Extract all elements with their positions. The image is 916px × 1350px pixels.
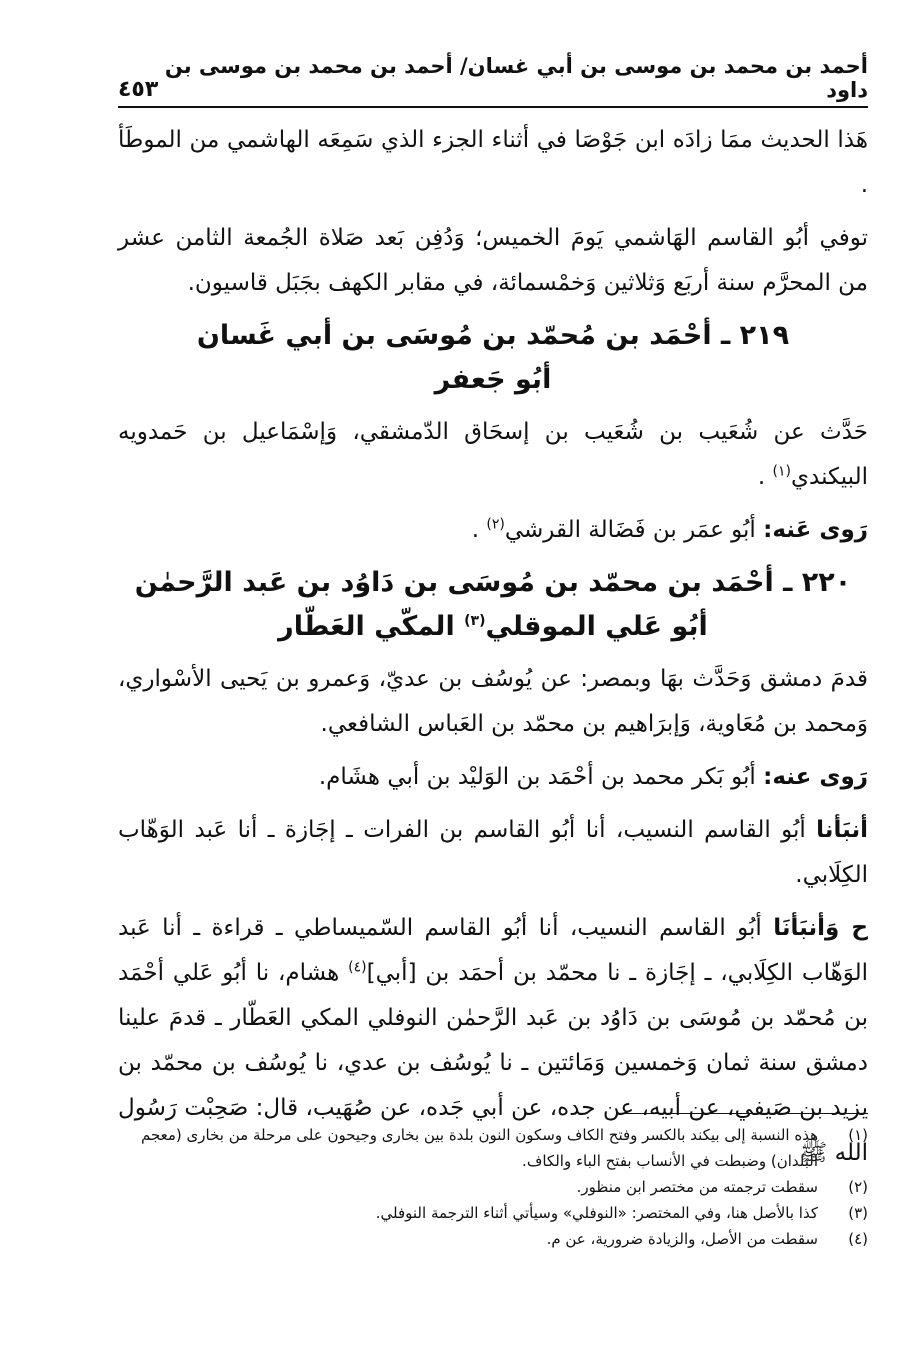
paragraph-text: قدمَ دمشق وَحَدَّث بهَا وبمصر: عن يُوسُف بن عديّ، وَعمرو بن يَحيى الأسْواري، وَمحمد بن مُعَاوية، وَإبرَاهيم بن محمّد بن العَباس الشافعي. (118, 666, 868, 737)
footnote-text: سقطت من الأصل، والزيادة ضرورية، عن م. (546, 1230, 818, 1248)
paragraph-text: هشام، نا أبُو عَلي أحْمَد بن مُحمّد بن مُوسَى بن دَاوُد بن عَبد الرَّحمٰن النوفلي المكي العَطّار ـ قدمَ علينا دمشق سنة ثمان وَخمسين وَمَائتين ـ نا يُوسُف بن عدي، نا يُوسُف بن محمّد بن يزيد بن صَيفي، عن أبيه، عن جده، عن أبي جَده، عن صُهَيب، قال: صَحِبْت رَسُول الله ﷺ (118, 960, 868, 1166)
footnote-text: سقطت ترجمته من مختصر ابن منظور. (576, 1178, 818, 1196)
lead-word: رَوى عنه: (763, 764, 868, 790)
footnote (118, 1200, 868, 1226)
entry-heading-line: ٢٢٠ ـ أحْمَد بن محمّد بن مُوسَى بن دَاوُد بن عَبد الرَّحمٰن (134, 567, 852, 598)
footnote-number: (٢) (848, 1178, 868, 1196)
header-rule (118, 106, 868, 108)
page-number: ٤٥٣ (118, 77, 159, 102)
footnote-number: (١) (848, 1126, 868, 1144)
paragraph-text: حَدَّث عن شُعَيب بن شُعَيب بن إسحَاق الدّمشقي، وَإسْمَاعيل بن حَمدويه البيكندي (118, 419, 868, 490)
lead-word: ح وَأنبَأنَا (773, 915, 868, 941)
main-text (118, 118, 868, 1184)
heading-text: أبُو عَلي الموقلي (485, 611, 708, 642)
paragraph-text: أبُو بَكر محمد بن أحْمَد بن الوَليْد بن أبي هشَام. (318, 764, 764, 790)
footnote-ref: (٣) (464, 613, 486, 629)
heading-text: المكّي العَطّار (278, 611, 465, 642)
lead-word: رَوى عَنه: (763, 517, 868, 543)
paragraph (118, 508, 868, 553)
entry-220-heading (118, 561, 868, 649)
entry-219-heading (118, 314, 868, 402)
paragraph (118, 808, 868, 898)
footnote-text: هذه النسبة إلى بيكند بالكسر وفتح الكاف وسكون النون بلدة بين بخارى وجيحون على مرحلة من بخارى (معجم البلدان) وضبطت في الأنساب بفتح الباء والكاف. (140, 1126, 818, 1170)
paragraph-text: . (471, 517, 487, 543)
running-title: أحمد بن محمد بن موسى بن أبي غسان/ أحمد بن محمد بن موسى بن داود (164, 54, 868, 102)
footnote (118, 1122, 868, 1174)
paragraph (118, 410, 868, 500)
footnote-number: (٣) (848, 1204, 868, 1222)
footnote-ref: (٢) (486, 516, 505, 533)
entry-heading-line: أبُو جَعفر (434, 364, 552, 395)
paragraph-text: هَذا الحديث ممَا زادَه ابن جَوْصَا في أثناء الجزء الذي سَمِعَه الهاشمي من الموطَأ . (118, 127, 868, 198)
footnote-rule (616, 1113, 868, 1114)
entry-heading-line (118, 605, 868, 649)
paragraph (118, 118, 868, 208)
lead-word: أنبَأنا (816, 817, 868, 843)
footnote (118, 1226, 868, 1252)
paragraph-text: أبُو القاسم النسيب، أنا أبُو القاسم بن الفرات ـ إجَازة ـ أنا عَبد الوَهّاب الكِلَابي. (118, 817, 868, 888)
entry-heading-line: ٢١٩ ـ أحْمَد بن مُحمّد بن مُوسَى بن أبي غَسان (196, 320, 790, 351)
footnotes (118, 1122, 868, 1252)
paragraph-text: توفي أبُو القاسم الهَاشمي يَومَ الخميس؛ وَدُفِن بَعد صَلاة الجُمعة الثامن عشر من المحرَّم سنة أربَع وَثلاثين وَخمْسمائة، في مقابر الكهف بجَبَل قاسيون. (118, 225, 868, 296)
paragraph (118, 657, 868, 747)
paragraph-text: أبُو عمَر بن فَضَالة القرشي (504, 517, 764, 543)
footnote-ref: (١) (772, 463, 791, 480)
paragraph (118, 216, 868, 306)
paragraph-text: أبُو القاسم النسيب، أنا أبُو القاسم السّميساطي ـ قراءة ـ أنا عَبد الوَهّاب الكِلَابي، ـ إجَازة ـ نا محمّد بن أحمَد بن [أبي] (118, 915, 868, 986)
page-header (118, 54, 868, 102)
paragraph-text: . (757, 464, 773, 490)
paragraph (118, 755, 868, 800)
footnote (118, 1174, 868, 1200)
footnote-number: (٤) (848, 1230, 868, 1248)
footnote-text: كذا بالأصل هنا، وفي المختصر: «النوفلي» وسيأتي أثناء الترجمة النوفلي. (375, 1204, 818, 1222)
footnote-ref: (٤) (348, 959, 367, 976)
